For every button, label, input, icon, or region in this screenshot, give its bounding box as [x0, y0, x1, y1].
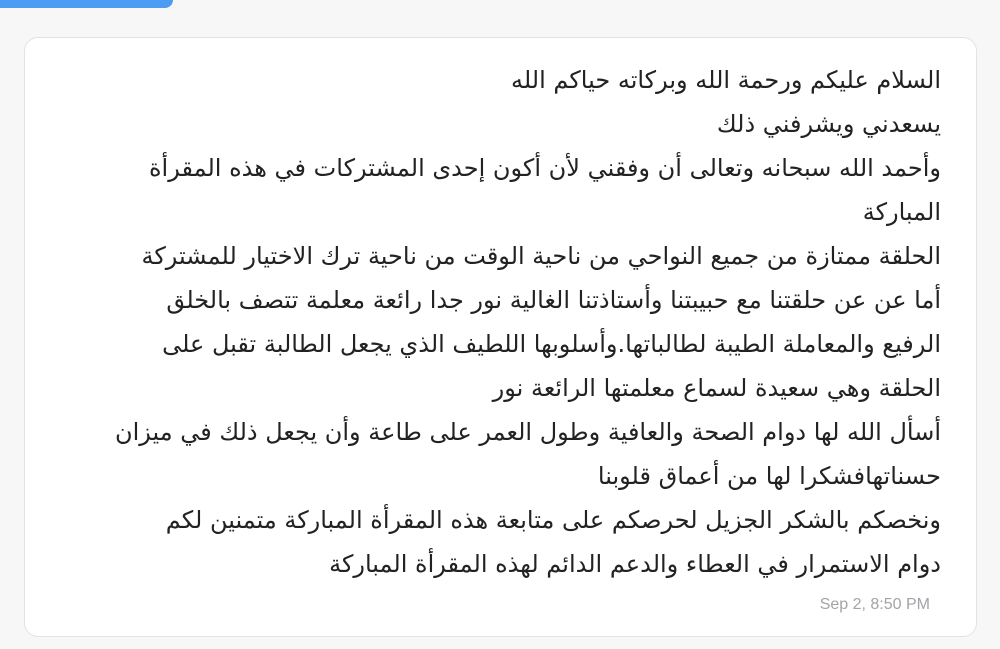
message-body — [46, 58, 941, 586]
message-line: أسأل الله لها دوام الصحة والعافية وطول العمر على طاعة وأن يجعل ذلك في ميزان — [114, 418, 941, 446]
message-timestamp: Sep 2, 8:50 PM — [819, 596, 930, 613]
message-line: حسناتهافشكرا لها من أعماق قلوبنا — [597, 462, 941, 490]
message-line: السلام عليكم ورحمة الله وبركاته حياكم الله — [510, 66, 941, 94]
message-line: وأحمد الله سبحانه وتعالى أن وفقني لأن أكون إحدى المشتركات في هذه المقرأة — [148, 154, 941, 182]
message-line: الحلقة وهي سعيدة لسماع معلمتها الرائعة نور — [492, 374, 941, 402]
message-line: المباركة — [862, 198, 941, 226]
message-line: أما عن عن حلقتنا مع حبيبتنا وأستاذتنا الغالية نور جدا رائعة معلمة تتصف بالخلق — [166, 286, 941, 314]
top-tab-indicator[interactable] — [0, 0, 173, 8]
message-line: دوام الاستمرار في العطاء والدعم الدائم لهذه المقرأة المباركة — [329, 550, 941, 578]
message-line: الرفيع والمعاملة الطيبة لطالباتها.وأسلوبها اللطيف الذي يجعل الطالبة تقبل على — [162, 330, 941, 358]
message-line: ونخصكم بالشكر الجزيل لحرصكم على متابعة هذه المقرأة المباركة متمنين لكم — [165, 506, 941, 534]
message-card — [24, 37, 977, 637]
message-line: يسعدني ويشرفني ذلك — [716, 110, 941, 138]
message-line: الحلقة ممتازة من جميع النواحي من ناحية الوقت من ناحية ترك الاختيار للمشتركة — [141, 242, 941, 270]
